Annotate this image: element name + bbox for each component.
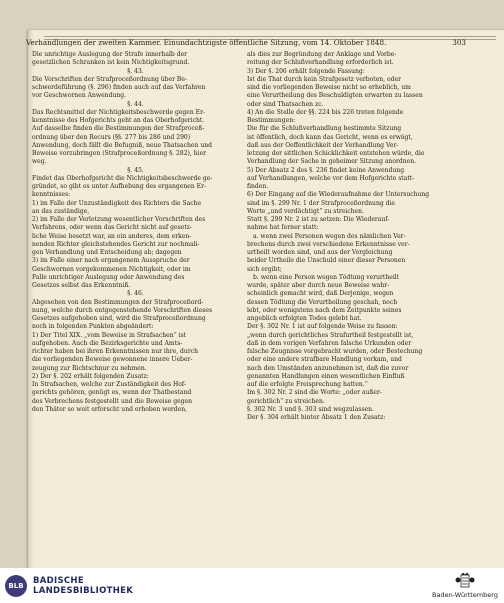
left-column-line: gerichts gehören, genügt es, wenn der Thatbestand xyxy=(32,389,192,397)
left-column-line: richter haben bei ihren Erkenntnissen nur ihre, durch xyxy=(32,348,198,355)
right-column-line: angeblich erfolgten Todes gelebt hat. xyxy=(247,315,362,322)
left-column-line: §. 45. xyxy=(127,166,144,174)
left-column-line: gen Verhandlung und Entscheidung ab; dagegen xyxy=(32,249,182,256)
right-column-line: lebt, oder wenigstens nach dem Zeitpunkte seines xyxy=(247,306,402,314)
left-column-line: Anwendung, doch fällt die Befugniß, neue Thatsachen und xyxy=(32,141,212,149)
right-text-column xyxy=(247,51,454,422)
right-column-line: Statt §. 299 Nr. 2 ist zu setzen: Die Wiederauf- xyxy=(247,216,390,223)
right-column-line: §. 302 Nr. 3 und §. 303 sind wegzulassen. xyxy=(247,405,374,413)
right-column-line: ist öffentlich, doch kann das Gericht, wenn es erwägt, xyxy=(247,133,413,141)
left-column-line: schwerdeführung (§. 296) finden auch auf das Verfahren xyxy=(32,84,206,91)
left-column-line: nenden Richter gleichstehendes Gericht zur nochmali- xyxy=(32,240,200,248)
left-column-line: Geschwornen vorgekommenen Nichtigkeit, oder im xyxy=(32,265,191,273)
right-column-line: Im §. 302 Nr. 2 sind die Worte: „oder außer- xyxy=(247,389,382,397)
left-column-line: In Strafsachen, welche zur Zuständigkeit des Hof- xyxy=(32,381,186,388)
left-column-line: Abgesehen von den Bestimmungen der Strafproceßord- xyxy=(32,298,204,306)
right-column-line: dessen Tödtung die Verurtheilung geschah, noch xyxy=(247,298,398,306)
left-column-line: §. 46. xyxy=(127,290,144,298)
right-column-line: 3) Der §. 206 erhält folgende Fassung: xyxy=(247,67,365,75)
right-column-line: Worte „und verdächtigt“ zu streichen. xyxy=(247,207,364,215)
left-column-line: Verfahrens, oder wenn das Gericht nicht auf gesetz- xyxy=(32,224,192,232)
left-column-line: kenntnisses: xyxy=(32,191,71,199)
left-column-line: den Thäter so weit erforscht und erhoben werden, xyxy=(32,405,188,413)
right-column-line: b. wenn eine Person wegen Tödtung verurtheilt xyxy=(253,273,400,281)
left-column-line: Beweise vorzubringen (Strafproceßordnung §. 282), hier xyxy=(32,150,207,157)
left-column-line: nung, welche durch entgegenstehende Vorschriften dieses xyxy=(32,306,213,314)
left-column-line: Gesetzes selbst das Erkenntniß. xyxy=(32,282,131,289)
page-top-rule xyxy=(44,36,496,37)
left-column-line: gesetzlichen Schranken ist kein Nichtigkeitsgrund. xyxy=(32,59,190,67)
right-column-line: „wenn durch gerichtliches Strafurtheil festgestellt ist, xyxy=(247,331,414,339)
left-column-line: vor Geschwornen Anwendung. xyxy=(32,92,127,100)
left-column-line: weg. xyxy=(32,158,47,166)
right-column-line: Ist die That durch kein Strafgesetz verboten, oder xyxy=(247,75,401,83)
right-column-line: brechens durch zwei verschiedene Erkenntnisse ver- xyxy=(247,240,410,248)
state-label: Baden-Württemberg xyxy=(432,591,498,599)
right-column-line: daß aus der Oeffentlichkeit der Verhandlung Ver- xyxy=(247,141,399,149)
left-column-line: die vorliegenden Beweise gewonnene innere Ueber- xyxy=(32,356,193,364)
right-column-line: finden. xyxy=(247,183,269,190)
right-column-line: oder eine andere strafbare Handlung vorkam, und xyxy=(247,356,402,364)
right-column-line: wurde, später aber durch neue Beweise wahr- xyxy=(247,282,390,289)
right-column-line: 5) Der Absatz 2 des §. 236 findet keine Anwendung xyxy=(247,166,405,174)
right-column-line: Die für die Schlußverhandlung bestimmte Sitzung xyxy=(247,125,402,133)
left-column-line: 2) Der §. 202 erhält folgenden Zusatz: xyxy=(32,372,149,380)
right-column-line: nahme hat ferner statt: xyxy=(247,224,319,232)
left-text-column xyxy=(32,51,239,414)
right-column-line: 6) Der Eingang auf die Wiederaufnahme der Untersuchung xyxy=(247,191,430,199)
right-column-line: sich ergibt; xyxy=(247,265,282,273)
blb-logo-icon[interactable]: BLB xyxy=(5,575,27,597)
right-column-line: nach den Umständen anzunehmen ist, daß die zuvor xyxy=(247,364,409,372)
right-column-line: reitung der Schlußverhandlung erforderlich ist. xyxy=(247,59,394,67)
left-column-line: §. 43. xyxy=(127,67,144,75)
state-coat-of-arms-icon xyxy=(454,572,476,590)
page-number: 303 xyxy=(452,38,466,47)
right-column-line: scheinlich gemacht wird, daß Derjenige, wegen xyxy=(247,290,394,298)
right-column-line: Bestimmungen: xyxy=(247,117,296,124)
right-column-line: eine Verurtheilung des Beschuldigten erwarten zu lassen xyxy=(247,92,423,100)
left-column-line: 3) im Falle einer nach ergangenem Ausspruche der xyxy=(32,257,190,265)
right-column-line: als dies zur Begründung der Anklage und Vorbe- xyxy=(247,51,397,58)
left-column-line: Die unrichtige Auslegung der Strafe innerhalb der xyxy=(32,51,188,58)
left-column-line: zeugung zur Richtschnur zu nehmen. xyxy=(32,364,147,372)
left-column-line: §. 44. xyxy=(127,100,144,108)
right-column-line: sind im §. 299 Nr. 1 der Strafproceßordnung die xyxy=(247,199,396,207)
library-name-line-2: LANDESBIBLIOTHEK xyxy=(33,586,134,596)
right-column-line: genannten Handlungen einen wesentlichen Einfluß xyxy=(247,372,405,380)
right-column-line: auf Verhandlungen, welche vor dem Hofgerichte statt- xyxy=(247,174,415,182)
left-column-line: ordnung über den Recurs (§§. 277 bis 286 und 290) xyxy=(32,133,191,141)
right-column-line: Der §. 302 Nr. 1 ist auf folgende Weise zu fassen: xyxy=(247,323,398,331)
running-header-title: Verhandlungen der zweiten Kammer. Einundachtzigste öffentliche Sitzung, vom 14. Oktober 1848. xyxy=(26,38,387,47)
right-column-line: urtheilt worden sind, und aus der Vergleichung xyxy=(247,249,393,256)
left-column-line: des Verbrechens festgestellt und die Beweise gegen xyxy=(32,397,193,405)
right-column-line: auf die erfolgte Freisprechung hatten.“ xyxy=(247,381,368,388)
right-column-line: letzung der sittlichen Schicklichkeit entstehen würde, die xyxy=(247,150,425,157)
left-column-line: 2) im Falle der Verletzung wesentlicher Vorschriften des xyxy=(32,216,206,223)
left-column-line: Auf dasselbe finden die Bestimmungen der Strafproceß- xyxy=(32,125,205,133)
left-column-line: kenntnisse des Hofgerichts geht an das Oberhofgericht. xyxy=(32,117,205,124)
left-column-line: gründet, so gibt es unter Aufhebung des ergangenen Er- xyxy=(32,183,207,190)
left-column-line: Gesetzes aufgehoben sind, wird die Strafproceßordnung xyxy=(32,315,206,322)
left-column-line: aufgehoben. Auch die Bezirksgerichte und Amts- xyxy=(32,339,183,347)
right-column-line: Der §. 304 erhält hinter Absatz 1 den Zusatz: xyxy=(247,414,386,421)
right-column-line: daß in dem vorigen Verfahren falsche Urkunden oder xyxy=(247,339,412,347)
left-column-line: Falle unrichtiger Auslegung oder Anwendung des xyxy=(32,273,185,281)
left-column-line: Das Rechtsmittel der Nichtigkeitsbeschwerde gegen Er- xyxy=(32,108,206,116)
right-column-line: 4) An die Stelle der §§. 224 bis 226 treten folgende xyxy=(247,108,404,116)
right-column-line: beider Urtheile die Unschuld einer dieser Personen xyxy=(247,257,406,265)
right-column-line: Verhandlung der Sache in geheimer Sitzung anordnen. xyxy=(247,158,417,166)
left-column-line: 1) Der Titel XIX. „vom Beweise in Strafsachen“ ist xyxy=(32,331,187,339)
left-column-line: liche Weise besetzt war, an ein anderes, dem erken- xyxy=(32,232,192,240)
right-column-line: oder sind Thatsachen zc. xyxy=(247,100,324,108)
library-name[interactable] xyxy=(33,576,133,596)
left-column-line: noch in folgenden Punkten abgeändert: xyxy=(32,323,154,331)
right-column-line: gerichtlich“ zu streichen. xyxy=(247,397,325,405)
right-column-line: sind die vorliegenden Beweise nicht so erheblich, um xyxy=(247,84,411,91)
right-column-line: a. wenn zwei Personen wegen des nämlichen Ver- xyxy=(253,232,406,240)
left-column-line: Die Vorschriften der Strafproceßordnung über Be- xyxy=(32,75,187,83)
right-column-line: falsche Zeugnisse vorgebracht wurden, oder Bestechung xyxy=(247,348,423,355)
left-column-line: 1) im Falle der Unzuständigkeit des Richters die Sache xyxy=(32,199,202,207)
left-column-line: Findet das Oberhofgericht die Nichtigkeitsbeschwerde ge- xyxy=(32,174,213,182)
library-name-line-1: BADISCHE xyxy=(33,576,84,586)
left-column-line: an das zuständige, xyxy=(32,207,90,215)
